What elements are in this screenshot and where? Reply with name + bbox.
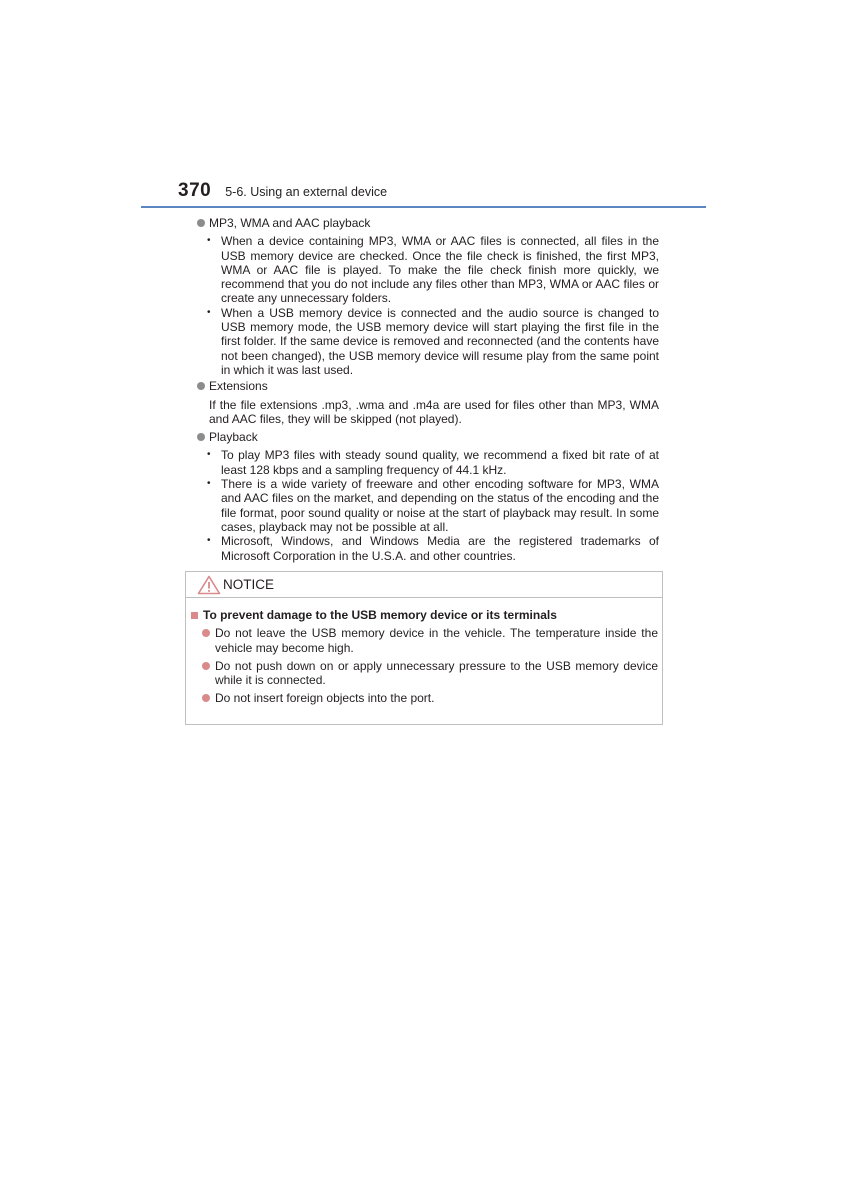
bullet-dot-icon: • [207, 535, 211, 547]
notice-item [202, 626, 658, 655]
notice-heading-text: To prevent damage to the USB memory device or its terminals [203, 608, 557, 622]
notice-item [202, 659, 658, 688]
page-header [178, 180, 387, 206]
topic-title: Playback [209, 430, 258, 445]
gray-dot-icon [197, 382, 205, 390]
list-item-text: There is a wide variety of freeware and other encoding software for MP3, WMA and AAC files on the market, and depending on the status of the encoding and the file format, poor sound quality or noise at the start of playback may result. In some cases, playback may not be possible at all. [221, 477, 659, 534]
pink-dot-icon [202, 662, 210, 670]
bullet-list [207, 234, 659, 377]
notice-item-text: Do not push down on or apply unnecessary pressure to the USB memory device while it is connected. [215, 658, 658, 688]
header-divider [141, 206, 706, 208]
topic-title: MP3, WMA and AAC playback [209, 216, 371, 230]
topic-extensions [197, 379, 659, 393]
notice-item-text: Do not leave the USB memory device in the vehicle. The temperature inside the vehicle may become high. [215, 626, 658, 655]
bullet-list [207, 448, 659, 562]
list-item-text: When a device containing MP3, WMA or AAC files is connected, all files in the USB memory device are checked. Once the file check is finished, the first MP3, WMA or AAC file is played. To make the file check finish more quickly, we recommend that you do not include any files other than MP3, WMA or AAC files or create any unnecessary folders. [221, 234, 659, 306]
topic-mp3-playback [197, 216, 659, 230]
notice-box [185, 571, 663, 725]
notice-heading [191, 608, 658, 622]
list-item-text: To play MP3 files with steady sound quality, we recommend a fixed bit rate of at least 128 kbps and a sampling frequency of 44.1 kHz. [221, 448, 659, 477]
warning-triangle-icon [197, 575, 221, 595]
bullet-dot-icon: • [207, 306, 211, 318]
gray-dot-icon [197, 433, 205, 441]
topic-playback [197, 430, 659, 444]
notice-body [186, 598, 662, 706]
notice-item-text: Do not insert foreign objects into the port. [215, 691, 435, 706]
list-item-text: Microsoft, Windows, and Windows Media are the registered trademarks of Microsoft Corporation in the U.S.A. and other countries. [221, 534, 659, 563]
pink-dot-icon [202, 629, 210, 637]
extensions-paragraph: If the file extensions .mp3, .wma and .m4a are used for files other than MP3, WMA and AAC files, they will be skipped (not played). [209, 397, 659, 426]
notice-item [202, 691, 658, 705]
notice-title: NOTICE [223, 577, 275, 592]
square-icon [191, 612, 198, 619]
list-item [207, 448, 659, 477]
main-content [197, 214, 659, 563]
list-item [207, 534, 659, 563]
gray-dot-icon [197, 219, 205, 227]
list-item-text: When a USB memory device is connected and the audio source is changed to USB memory mode, the USB memory device will start playing the first file in the first folder. If the same device is removed and reconnected (and the contents have not been changed), the USB memory device will resume play from the same point in which it was last used. [221, 305, 659, 377]
pink-dot-icon [202, 694, 210, 702]
notice-header [186, 572, 662, 598]
list-item [207, 234, 659, 305]
bullet-dot-icon: • [207, 235, 211, 247]
list-item [207, 306, 659, 377]
bullet-dot-icon: • [207, 478, 211, 490]
list-item [207, 477, 659, 534]
topic-title: Extensions [209, 379, 268, 394]
bullet-dot-icon: • [207, 449, 211, 461]
section-title: 5-6. Using an external device [225, 185, 388, 199]
page-number: 370 [178, 180, 212, 201]
